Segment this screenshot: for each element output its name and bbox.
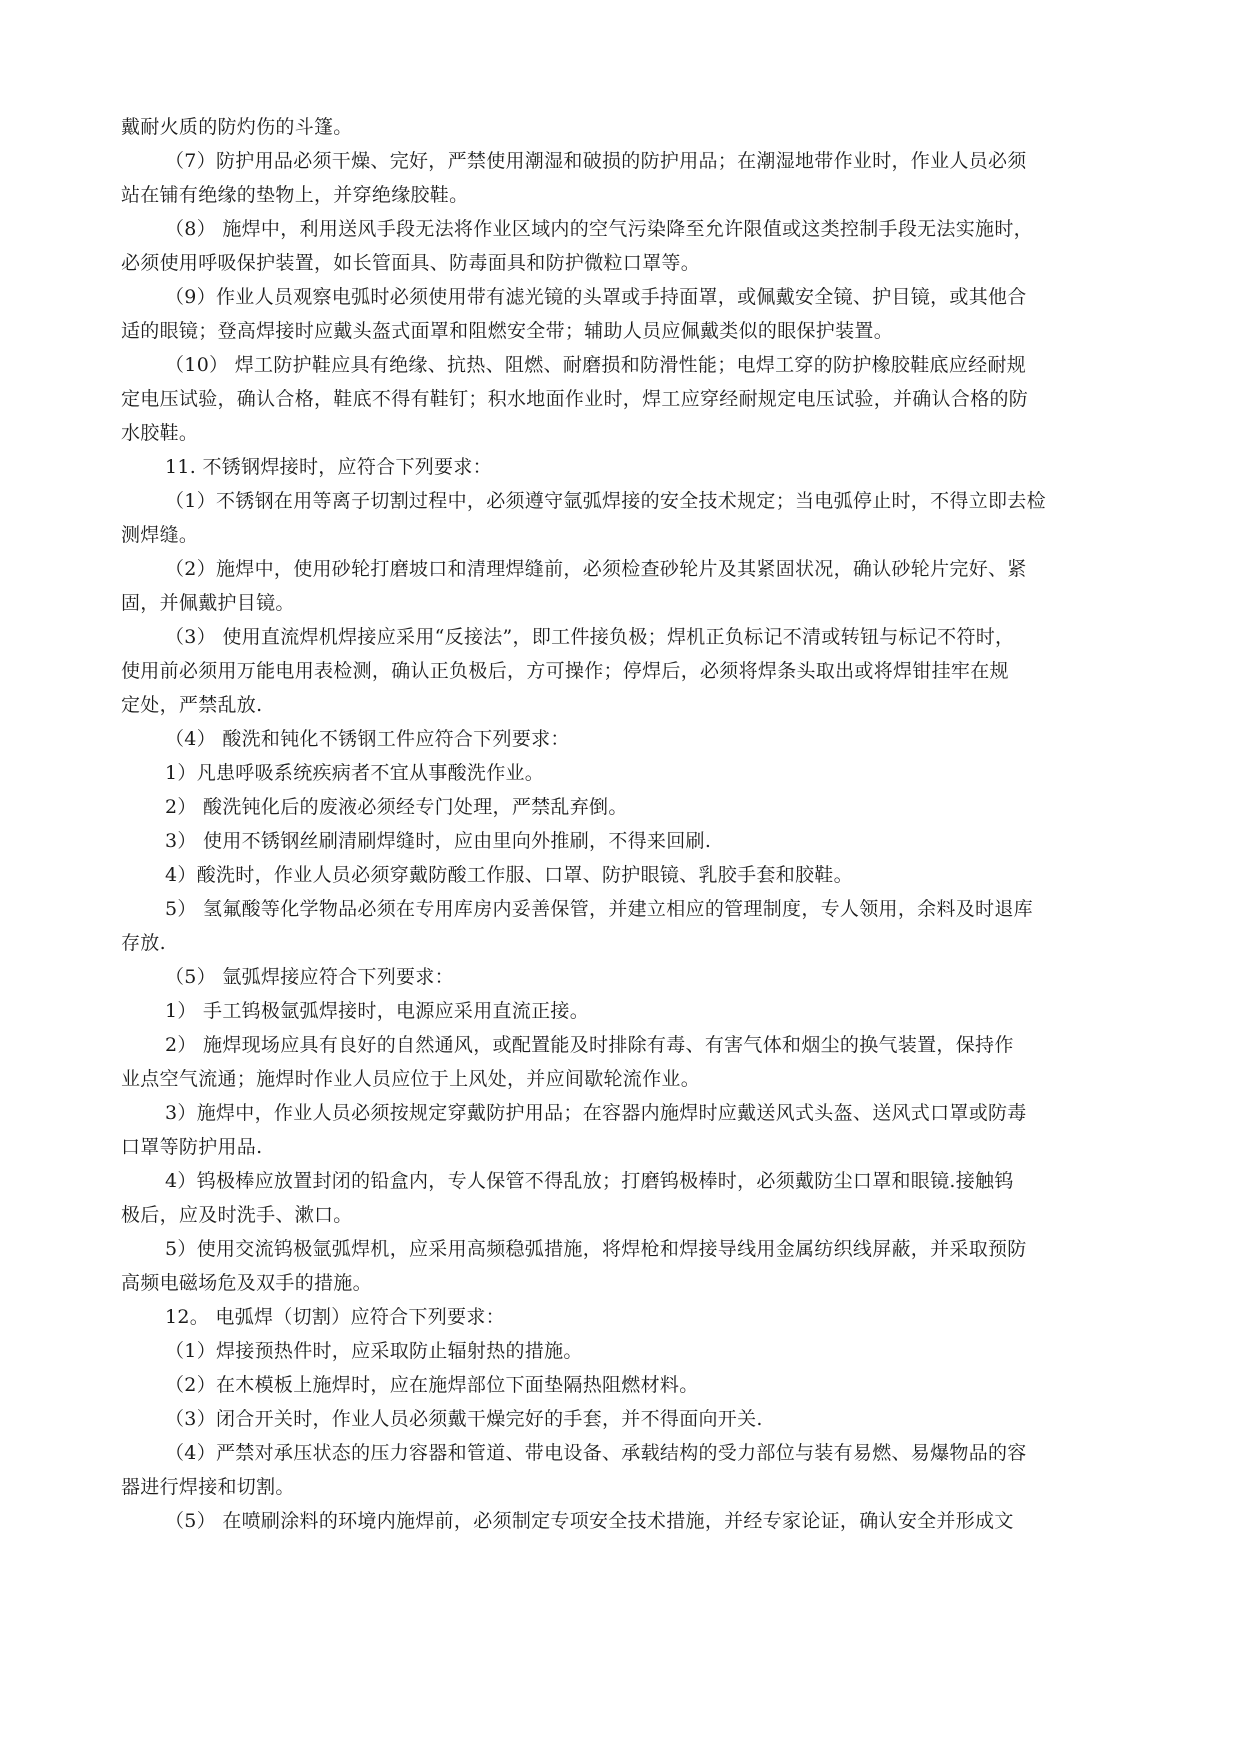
text-line: 使用前必须用万能电用表检测，确认正负极后，方可操作；停焊后，必须将焊条头取出或将焊钳挂牢在规 [121,660,1009,682]
text-line: 戴耐火质的防灼伤的斗篷。 [121,116,353,138]
text-line: 11. 不锈钢焊接时，应符合下列要求： [165,456,492,478]
text-line: （4） 酸洗和钝化不锈钢工件应符合下列要求： [165,728,570,750]
text-line: 12。 电弧焊（切割）应符合下列要求： [165,1306,505,1328]
text-line: （5） 在喷刷涂料的环境内施焊前，必须制定专项安全技术措施，并经专家论证，确认安全并形成文 [165,1510,1014,1532]
text-line: （3） 使用直流焊机焊接应采用“反接法”，即工件接负极；焊机正负标记不清或转钮与标记不符时， [165,626,1015,648]
text-line: 站在铺有绝缘的垫物上，并穿绝缘胶鞋。 [121,184,469,206]
text-line: 4）钨极棒应放置封闭的铅盒内，专人保管不得乱放；打磨钨极棒时，必须戴防尘口罩和眼镜.接触钨 [165,1170,1014,1192]
text-line: （3）闭合开关时，作业人员必须戴干燥完好的手套，并不得面向开关. [165,1408,763,1430]
text-line: 2） 施焊现场应具有良好的自然通风，或配置能及时排除有毒、有害气体和烟尘的换气装置，保持作 [165,1034,1014,1056]
text-line: （8） 施焊中，利用送风手段无法将作业区域内的空气污染降至允许限值或这类控制手段无法实施时， [165,218,1033,240]
text-line: （7）防护用品必须干燥、完好，严禁使用潮湿和破损的防护用品；在潮湿地带作业时，作业人员必须 [165,150,1027,172]
text-line: 必须使用呼吸保护装置，如长管面具、防毒面具和防护微粒口罩等。 [121,252,701,274]
text-line: 定电压试验，确认合格，鞋底不得有鞋钉；积水地面作业时，焊工应穿经耐规定电压试验，并确认合格的防 [121,388,1029,410]
text-line: 业点空气流通；施焊时作业人员应位于上风处，并应间歇轮流作业。 [121,1068,701,1090]
text-line: （1）焊接预热件时，应采取防止辐射热的措施。 [165,1340,583,1362]
text-line: 定处，严禁乱放. [121,694,263,716]
text-line: 3） 使用不锈钢丝刷清刷焊缝时，应由里向外推刷，不得来回刷. [165,830,712,852]
text-line: 测焊缝。 [121,524,199,546]
text-line: （2）施焊中，使用砂轮打磨坡口和清理焊缝前，必须检查砂轮片及其紧固状况，确认砂轮片完好、紧 [165,558,1027,580]
text-line: 5）使用交流钨极氩弧焊机，应采用高频稳弧措施，将焊枪和焊接导线用金属纺织线屏蔽，并采取预防 [165,1238,1027,1260]
text-line: （2）在木模板上施焊时，应在施焊部位下面垫隔热阻燃材料。 [165,1374,699,1396]
text-line: 5） 氢氟酸等化学物品必须在专用库房内妥善保管，并建立相应的管理制度，专人领用，余料及时退库 [165,898,1033,920]
text-line: （5） 氩弧焊接应符合下列要求： [165,966,454,988]
text-line: 固，并佩戴护目镜。 [121,592,295,614]
text-line: 高频电磁场危及双手的措施。 [121,1272,372,1294]
text-line: （1）不锈钢在用等离子切割过程中，必须遵守氩弧焊接的安全技术规定；当电弧停止时，不得立即去检 [165,490,1046,512]
text-line: 水胶鞋。 [121,422,199,444]
text-line: 存放. [121,932,166,954]
text-line: 3）施焊中，作业人员必须按规定穿戴防护用品；在容器内施焊时应戴送风式头盔、送风式口罩或防毒 [165,1102,1027,1124]
text-line: （10） 焊工防护鞋应具有绝缘、抗热、阻燃、耐磨损和防滑性能；电焊工穿的防护橡胶鞋底应经耐规 [165,354,1027,376]
text-line: 极后，应及时洗手、漱口。 [121,1204,353,1226]
text-line: 器进行焊接和切割。 [121,1476,295,1498]
text-line: 2） 酸洗钝化后的废液必须经专门处理，严禁乱弃倒。 [165,796,628,818]
text-line: 4）酸洗时，作业人员必须穿戴防酸工作服、口罩、防护眼镜、乳胶手套和胶鞋。 [165,864,853,886]
text-line: （4）严禁对承压状态的压力容器和管道、带电设备、承载结构的受力部位与装有易燃、易爆物品的容 [165,1442,1027,1464]
text-line: 适的眼镜；登高焊接时应戴头盔式面罩和阻燃安全带；辅助人员应佩戴类似的眼保护装置。 [121,320,894,342]
text-line: 1） 手工钨极氩弧焊接时，电源应采用直流正接。 [165,1000,590,1022]
text-line: 1）凡患呼吸系统疾病者不宜从事酸洗作业。 [165,762,545,784]
text-line: （9）作业人员观察电弧时必须使用带有滤光镜的头罩或手持面罩，或佩戴安全镜、护目镜，或其他合 [165,286,1027,308]
text-line: 口罩等防护用品. [121,1136,263,1158]
